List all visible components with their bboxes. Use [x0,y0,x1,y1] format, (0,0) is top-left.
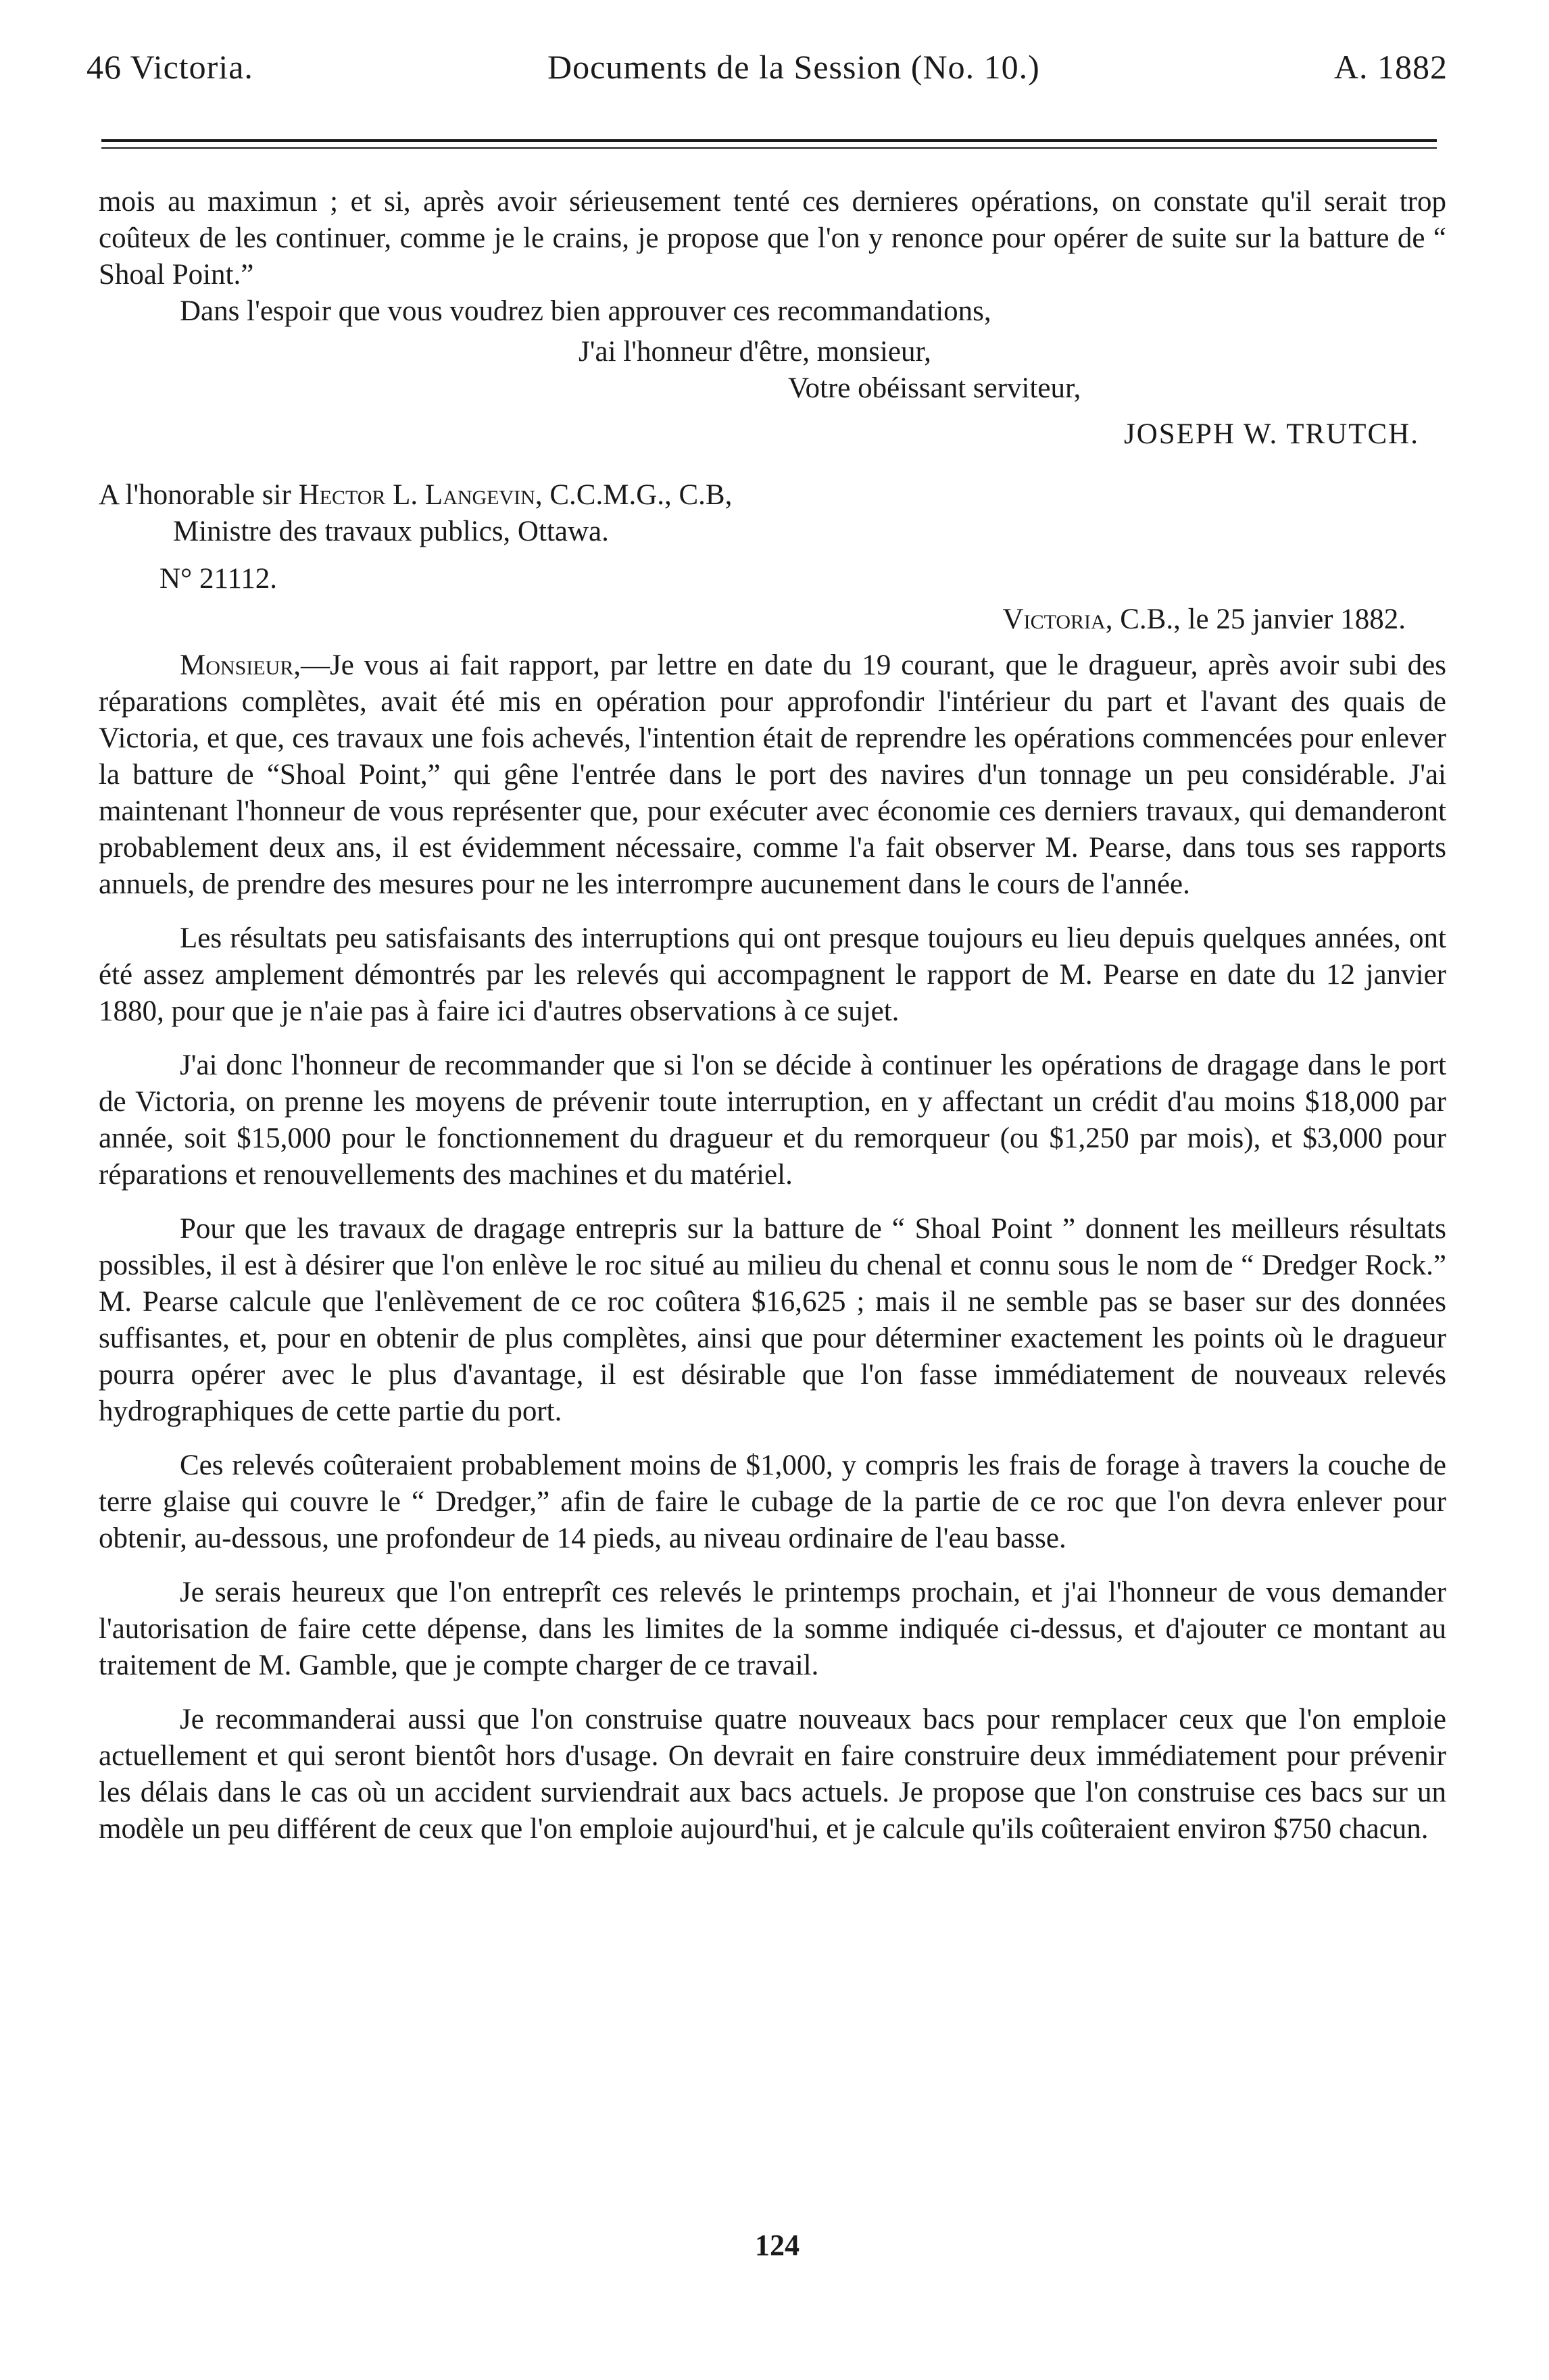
dateline [99,601,1446,638]
letter-number: N° 21112. [159,563,278,595]
page-number: 124 [755,2229,800,2262]
page-body [99,184,1446,1848]
closing-line-2: Votre obéissant serviteur, [788,372,1081,404]
addressee-line-1 [99,477,1446,514]
dateline-date: , C.B., le 25 janvier 1882. [1105,603,1406,635]
closing-line-1: J'ai l'honneur d'être, monsieur, [579,336,931,368]
paragraph-1 [99,647,1446,903]
salutation: Monsieur [180,649,294,681]
paragraph-7: Je recommanderai aussi que l'on construise quatre nouveaux bacs pour remplacer ceux que l'on emploie actuellement et qui seront bientôt hors d'usage. On devrait en faire construire deux immédiatement pour prévenir les délais dans le cas où un accident surviendrait aux bacs actuels. Je propose que l'on construise ces bacs sur un modèle un peu différent de ceux que l'on emploie aujourd'hui, et je calcule qu'ils coûteraient environ $750 chacun. [99,1704,1446,1845]
paragraph-2: Les résultats peu satisfaisants des interruptions qui ont presque toujours eu lieu depuis quelques années, ont été assez amplement démontrés par les relevés qui accompagnent le rapport de M. Pearse en date du 12 janvier 1880, pour que je n'aie pas à faire ici d'autres observations à ce sujet. [99,922,1446,1027]
signature: JOSEPH W. TRUTCH. [1123,418,1419,450]
header-rule-thick [101,139,1437,142]
continuation-paragraph: mois au maximun ; et si, après avoir sérieusement tenté ces dernieres opérations, on constate qu'il serait trop coûteux de les continuer, comme je le crains, je propose que l'on y renonce pour opérer de suite sur la batture de “ Shoal Point.” [99,186,1446,291]
paragraph-6: Je serais heureux que l'on entreprît ces relevés le printemps prochain, et j'ai l'honneur de vous demander l'autorisation de faire cette dépense, dans les limites de la somme indiquée ci-dessus, et d'ajouter ce montant au traitement de M. Gamble, que je compte charger de ce travail. [99,1577,1446,1681]
paragraph-1-text: ,—Je vous ai fait rapport, par lettre en date du 19 courant, que le dragueur, après avoir subi des réparations complètes, avait été mis en opération pour approfondir l'intérieur du part et l'avant des quais de Victoria, et que, ces travaux une fois achevés, l'intention était de reprendre les opérations commencées pour enlever la batture de “Shoal Point,” qui gêne l'entrée dans le port des navires d'un tonnage un peu considérable. J'ai maintenant l'honneur de vous représenter que, pour exécuter avec économie ces derniers travaux, qui demanderont probablement deux ans, il est évidemment nécessaire, comme l'a fait observer M. Pearse, dans tous ses rapports annuels, de prendre des mesures pour ne les interrompre aucunement dans le cours de l'année. [99,649,1446,900]
paragraph-3: J'ai donc l'honneur de recommander que si l'on se décide à continuer les opérations de dragage dans le port de Victoria, on prenne les moyens de prévenir toute interruption, en y affectant un crédit d'au moins $18,000 par année, soit $15,000 pour le fonctionnement du dragueur et du remorqueur (ou $1,250 par mois), et $3,000 pour réparations et renouvellements des machines et du matériel. [99,1049,1446,1191]
addressee-prefix: A l'honorable sir [99,479,291,511]
addressee-name: Hector L. Langevin [298,479,535,511]
addressee-line-2: Ministre des travaux publics, Ottawa. [173,516,609,547]
paragraph-4: Pour que les travaux de dragage entrepris sur la batture de “ Shoal Point ” donnent les meilleurs résultats possibles, il est à désirer que l'on enlève le roc situé au milieu du chenal et connu sous le nom de “ Dredger Rock.” M. Pearse calcule que l'enlèvement de ce roc coûtera $16,625 ; mais il ne semble pas se baser sur des données suffisantes, et, pour en obtenir de plus complètes, ainsi que pour déterminer exactement les points où le dragueur pourra opérer avec le plus d'avantage, il est désirable que l'on fasse immédiatement de nouveaux relevés hydrographiques de cette partie du port. [99,1213,1446,1427]
header-rule-thin [101,147,1437,149]
addressee-titles: , C.C.M.G., C.B, [535,479,733,511]
header-left: 46 Victoria. [87,48,253,86]
header-right: A. 1882 [1333,48,1448,86]
header-center: Documents de la Session (No. 10.) [547,48,1040,86]
dateline-place: Victoria [1002,603,1106,635]
paragraph-5: Ces relevés coûteraient probablement moins de $1,000, y compris les frais de forage à travers la couche de terre glaise qui couvre le “ Dredger,” afin de faire le cubage de la partie de ce roc que l'on devra enlever pour obtenir, au-dessous, une profondeur de 14 pieds, au niveau ordinaire de l'eau basse. [99,1449,1446,1554]
hope-paragraph: Dans l'espoir que vous voudrez bien approuver ces recommandations, [180,295,991,327]
running-header [87,49,1448,103]
